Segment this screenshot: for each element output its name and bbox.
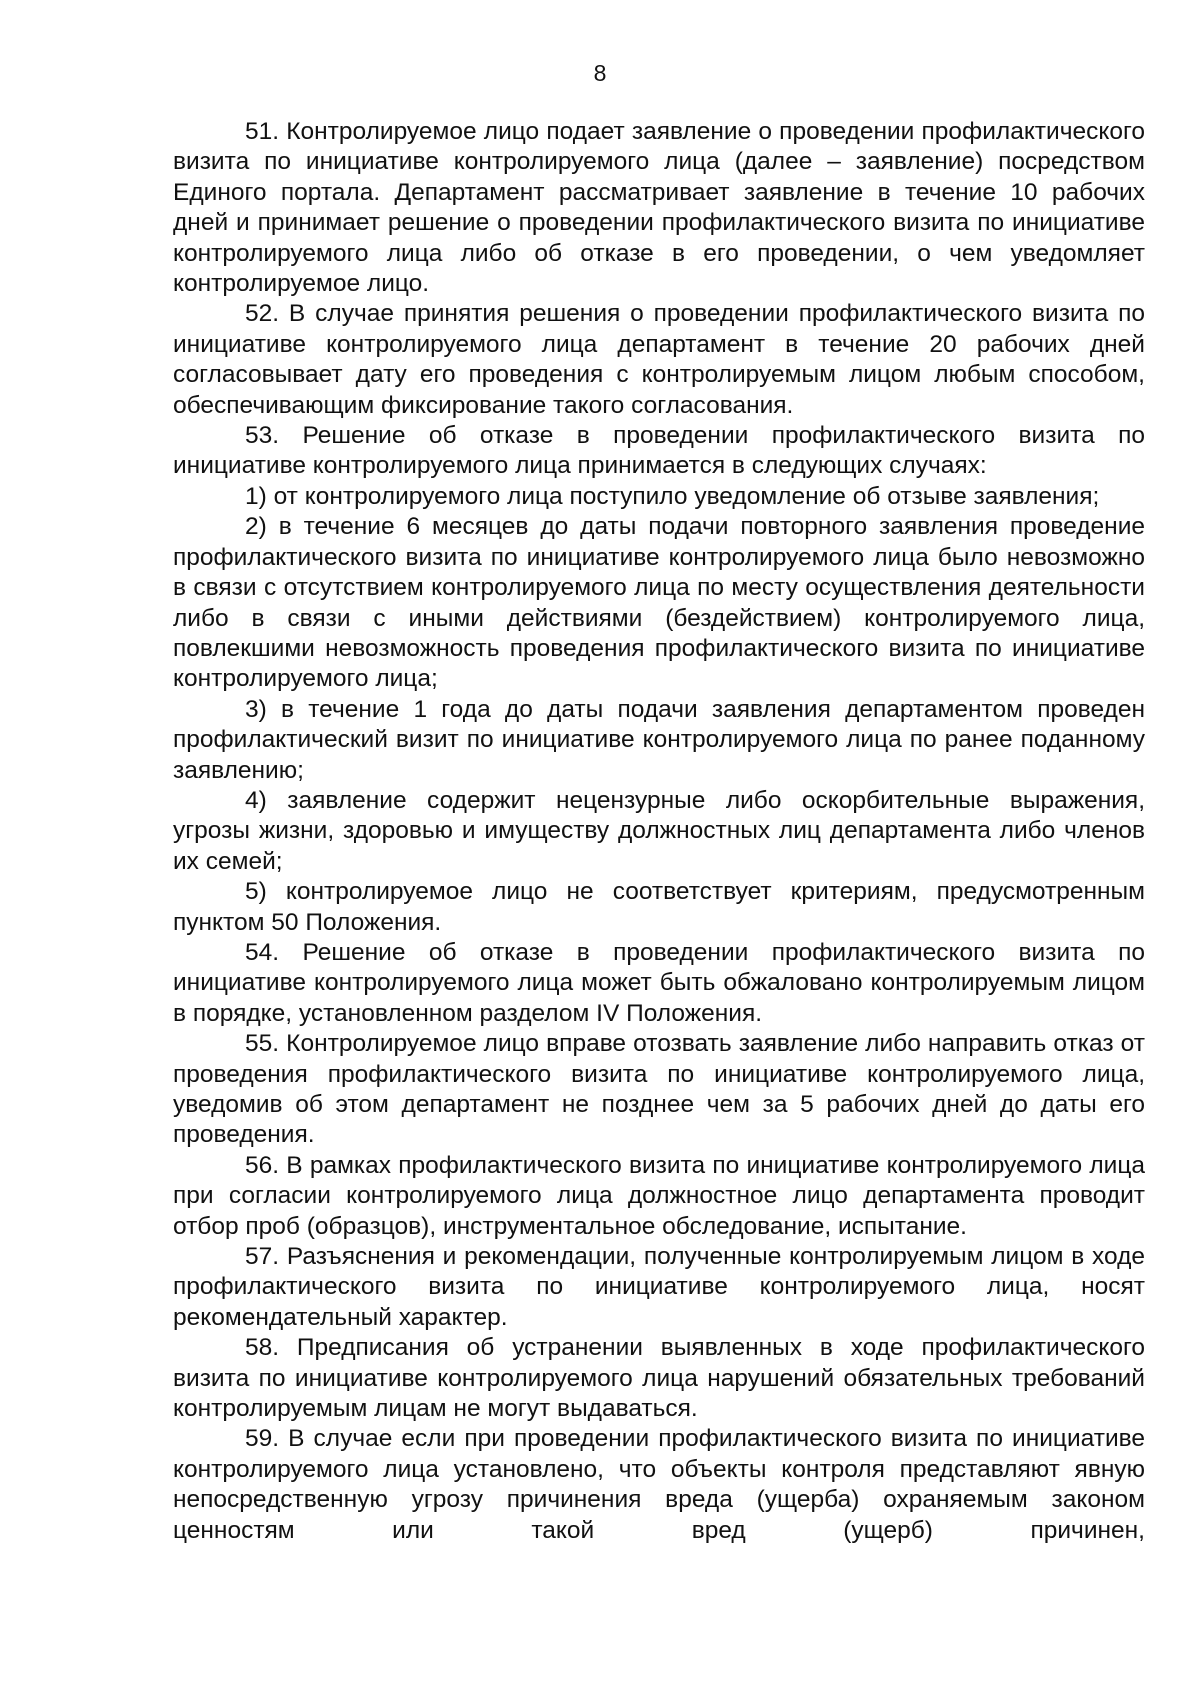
paragraph-55: 55. Контролируемое лицо вправе отозвать заявление либо направить отказ от проведения профилактического визита по инициативе контролируемого лица, уведомив об этом департамент не позднее чем за 5 рабочих дней до даты его проведения. <box>173 1030 1145 1149</box>
paragraph-53-item-2: 2) в течение 6 месяцев до даты подачи повторного заявления проведение профилактического визита по инициативе контролируемого лица было невозможно в связи с отсутствием контролируемого лица по месту осуществления деятельности либо в связи с иными действиями (бездействием) контролируемого лица, повлекшими невозможность проведения профилактического визита по инициативе контролируемого лица; <box>173 513 1145 693</box>
paragraph-54: 54. Решение об отказе в проведении профилактического визита по инициативе контролируемого лица может быть обжаловано контролируемым лицом в порядке, установленном разделом IV Положения. <box>173 938 1145 1027</box>
paragraph-56: 56. В рамках профилактического визита по инициативе контролируемого лица при согласии контролируемого лица должностное лицо департамента проводит отбор проб (образцов), инструментальное обследование, испытание. <box>173 1151 1145 1240</box>
paragraph-53-item-1: 1) от контролируемого лица поступило уведомление об отзыве заявления; <box>245 482 1100 510</box>
page-number: 8 <box>593 60 607 86</box>
paragraph-53-item-5: 5) контролируемое лицо не соответствует критериям, предусмотренным пунктом 50 Положения. <box>173 878 1145 936</box>
paragraph-53-item-3: 3) в течение 1 года до даты подачи заявления департаментом проведен профилактический визит по инициативе контролируемого лица по ранее поданному заявлению; <box>173 695 1145 784</box>
paragraph-53: 53. Решение об отказе в проведении профилактического визита по инициативе контролируемого лица принимается в следующих случаях: <box>173 422 1145 480</box>
paragraph-52: 52. В случае принятия решения о проведении профилактического визита по инициативе контролируемого лица департамент в течение 20 рабочих дней согласовывает дату его проведения с контролируемым лицом любым способом, обеспечивающим фиксирование такого согласования. <box>173 300 1145 419</box>
paragraph-58: 58. Предписания об устранении выявленных в ходе профилактического визита по инициативе контролируемого лица нарушений обязательных требований контролируемым лицам не могут выдаваться. <box>173 1334 1145 1423</box>
paragraph-59: 59. В случае если при проведении профилактического визита по инициативе контролируемого лица установлено, что объекты контроля представляют явную непосредственную угрозу причинения вреда (ущерба) охраняемым законом ценностям или такой вред (ущерб) причинен, <box>173 1425 1145 1544</box>
paragraph-57: 57. Разъяснения и рекомендации, полученные контролируемым лицом в ходе профилактического визита по инициативе контролируемого лица, носят рекомендательный характер. <box>173 1243 1145 1331</box>
paragraph-53-item-4: 4) заявление содержит нецензурные либо оскорбительные выражения, угрозы жизни, здоровью и имуществу должностных лиц департамента либо членов их семей; <box>173 786 1145 875</box>
document-body <box>173 117 1145 1546</box>
paragraph-51: 51. Контролируемое лицо подает заявление о проведении профилактического визита по инициативе контролируемого лица (далее – заявление) посредством Единого портала. Департамент рассматривает заявление в течение 10 рабочих дней и принимает решение о проведении профилактического визита по инициативе контролируемого лица либо об отказе в его проведении, о чем уведомляет контролируемое лицо. <box>173 118 1145 298</box>
